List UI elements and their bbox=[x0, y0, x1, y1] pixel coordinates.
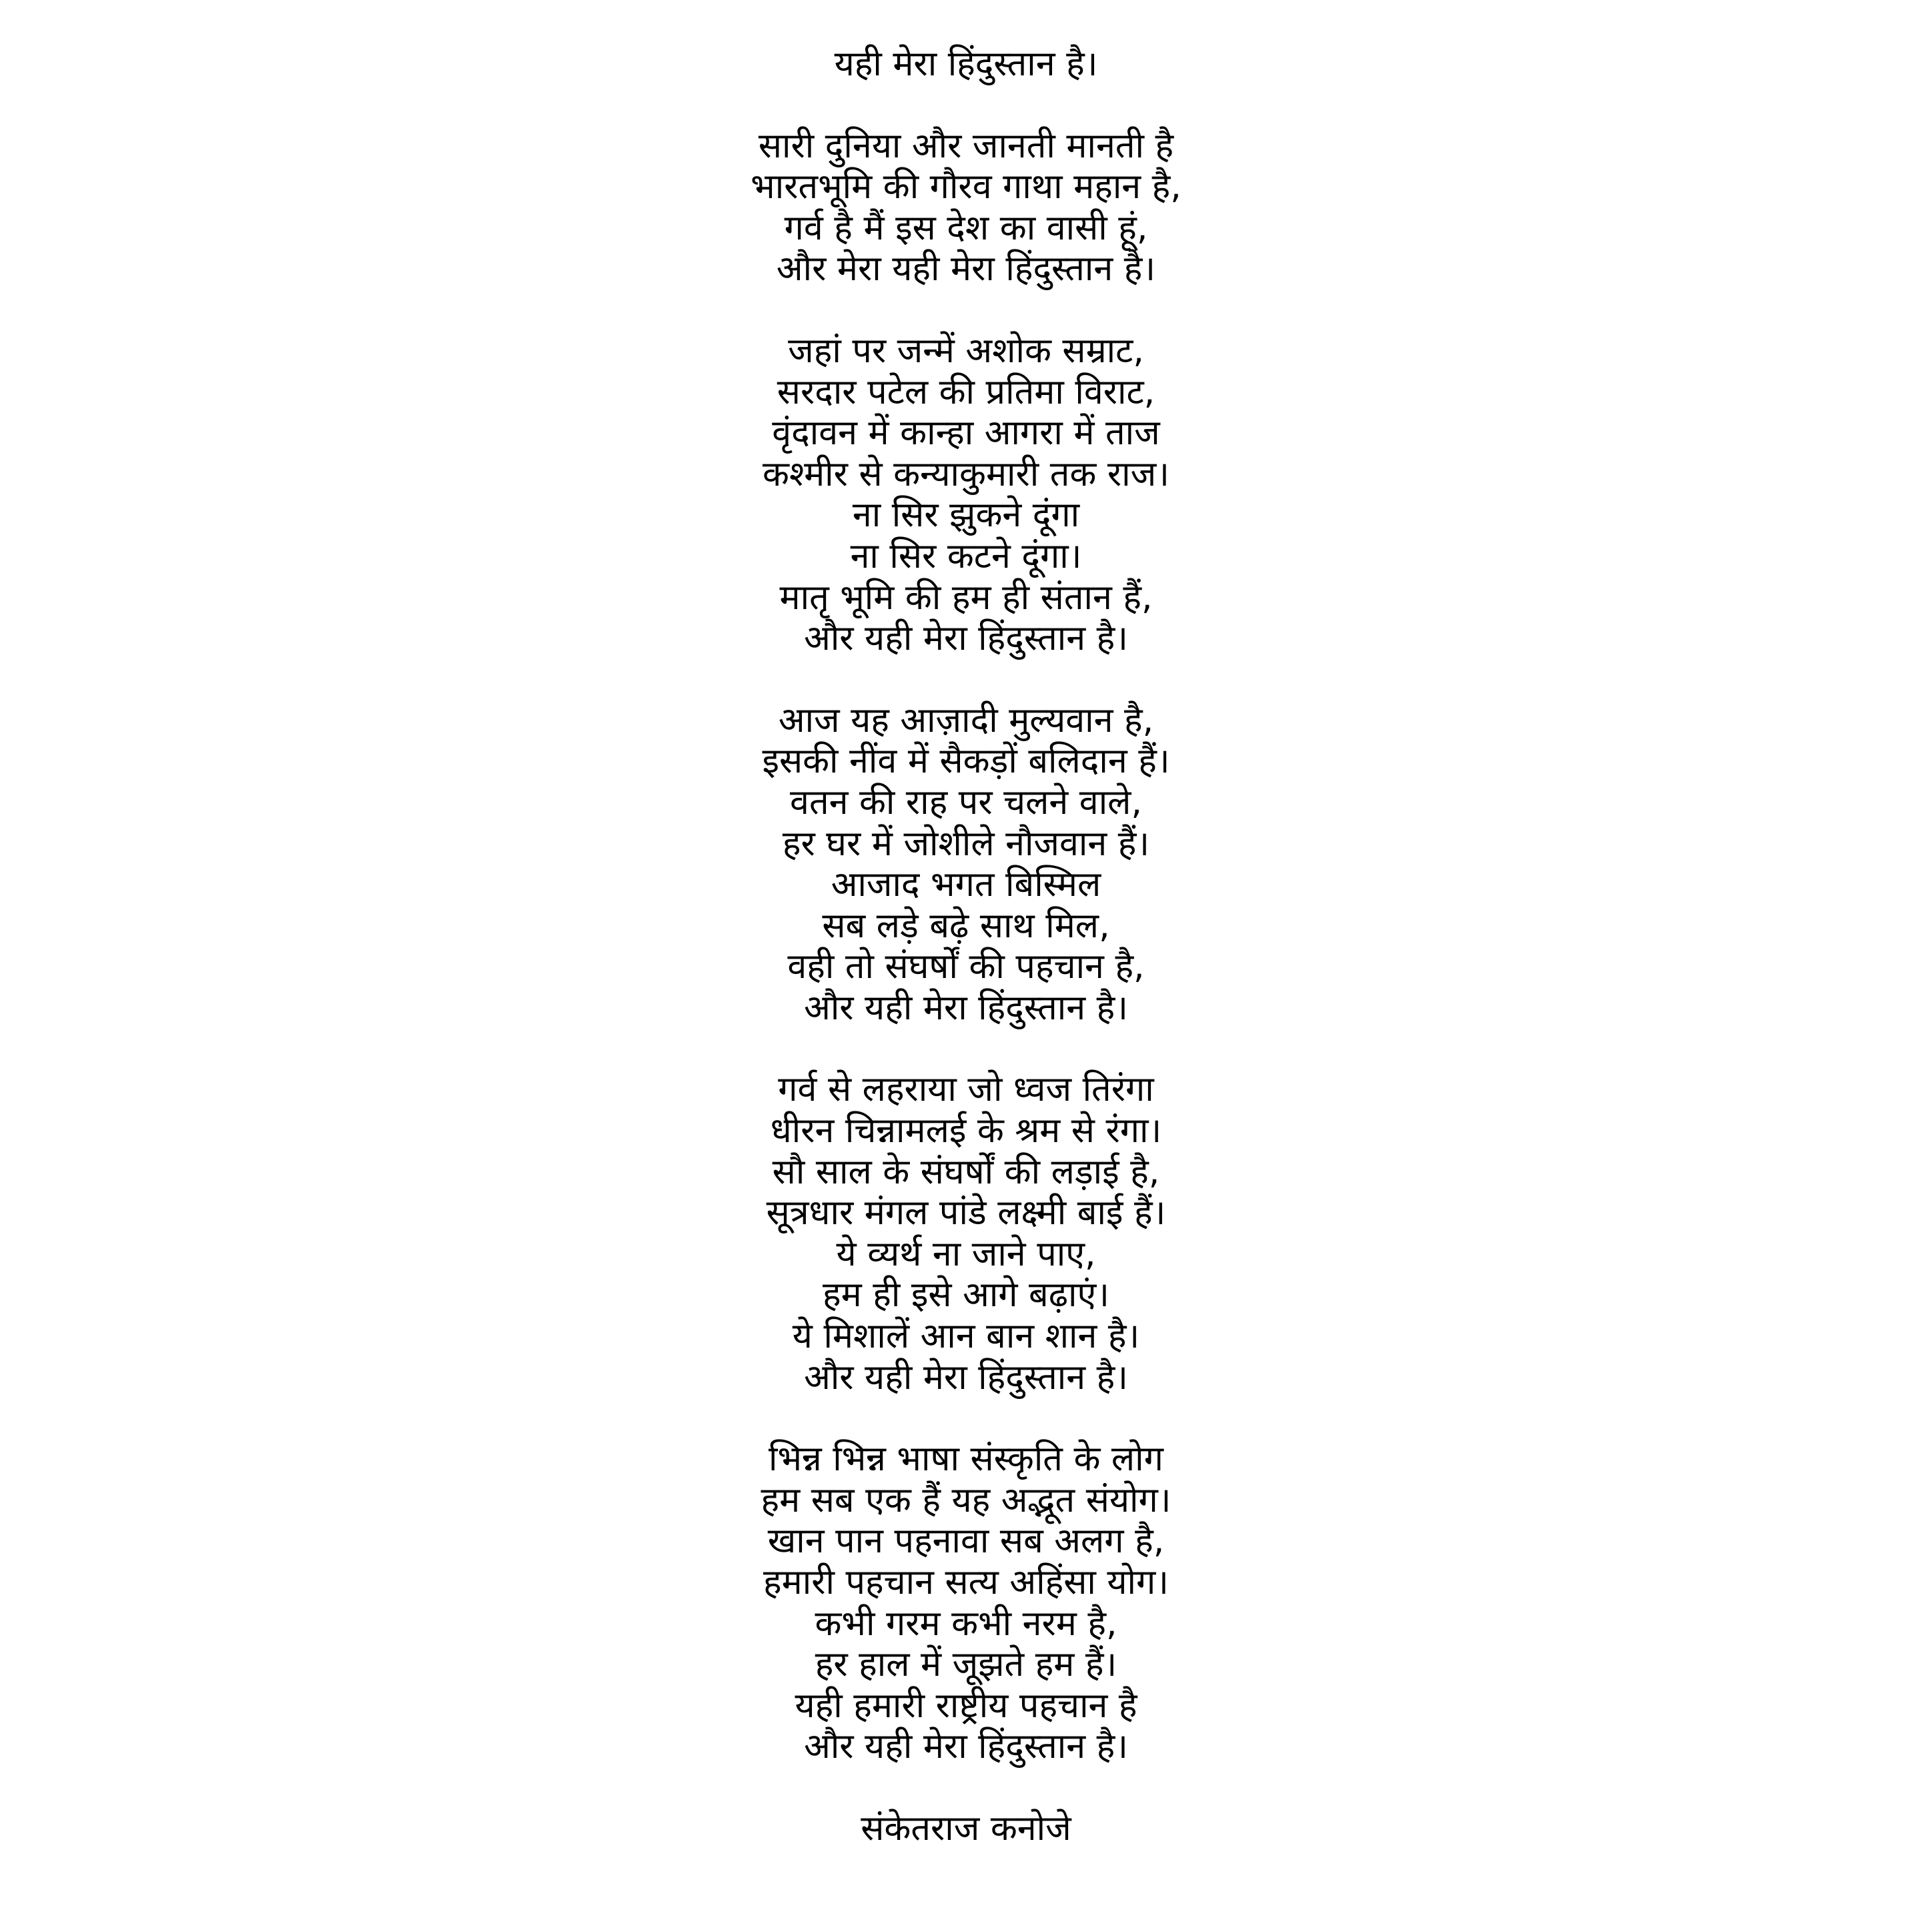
poem-line: ये व्यर्थ ना जाने पाए, bbox=[836, 1234, 1096, 1274]
poem-line: और यही मेरा हिंदुस्तान है। bbox=[804, 1727, 1128, 1767]
poem-line: आजाद भगत बिस्मिल bbox=[831, 865, 1101, 905]
poem-line: आज यह आज़ादी मुल्यवान है, bbox=[778, 700, 1154, 741]
stanza-3 bbox=[0, 700, 1932, 1029]
poem-line: और मेरा यही मेरा हिंदुस्तान है। bbox=[776, 249, 1156, 290]
poem-line: कश्मीर से कन्याकुमारी तक राज। bbox=[763, 454, 1169, 494]
poem-line: हम ही इसे आगे बढ़ाएं। bbox=[823, 1275, 1109, 1316]
poem-line: इसकी नींव में सैकड़ों बलिदान हैं। bbox=[762, 741, 1170, 782]
poem-title: यही मेरा हिंदुस्तान है। bbox=[834, 44, 1098, 84]
poem-line: भिन्न भिन्न भाषा संस्कृति के लोग bbox=[769, 1439, 1163, 1480]
poem-line: और यही मेरा हिंदुस्तान है। bbox=[804, 987, 1128, 1028]
poem-line: सौ साल के संघर्षों की लड़ाई है, bbox=[772, 1151, 1160, 1192]
stanza-4 bbox=[0, 1069, 1932, 1398]
stanza-5 bbox=[0, 1439, 1932, 1768]
poem-line: सरदार पटेल की प्रतिमा विराट, bbox=[777, 372, 1155, 412]
poem-line: कभी गरम कभी नरम है, bbox=[815, 1603, 1117, 1644]
poem-line: ना सिर झुकने दूंगा bbox=[852, 495, 1080, 536]
poem-line: वृंदावन में कान्हा आगरा में ताज bbox=[772, 413, 1160, 454]
poem-line: और यही मेरा हिंदुस्तान है। bbox=[804, 618, 1128, 659]
poem-line: हमारी पहचान सत्य अहिंसा योग। bbox=[763, 1562, 1169, 1602]
poem-line: गर्व से लहराया जो ध्वज तिरंगा bbox=[778, 1069, 1154, 1110]
poem-line: भारतभूमि की गौरव गाथा महान है, bbox=[751, 167, 1181, 207]
poem-line: सूत्रधार मंगल पांडे लक्ष्मी बाई हैं। bbox=[766, 1193, 1166, 1234]
poem bbox=[0, 44, 1932, 1850]
poem-line: हम सब एक हैं यह अद्भूत संयोग। bbox=[761, 1480, 1171, 1520]
poem-line: यही हमारी राष्ट्रीय पहचान है bbox=[795, 1685, 1137, 1726]
poem-line: सब लड़े बढ़े साथ मिल, bbox=[822, 905, 1110, 946]
poem-line: ना सिर कटने दूंगा। bbox=[850, 536, 1082, 576]
poem-line: हर घर में जोशीले नौजवान हैं। bbox=[782, 823, 1150, 864]
poem-line: गर्व है मैं इस देश का वासी हूं, bbox=[784, 207, 1148, 248]
stanza-1 bbox=[0, 126, 1932, 290]
poem-line: जहां पर जन्में अशोक सम्राट, bbox=[788, 330, 1144, 371]
poem-line: धीरन चिन्नामलई के श्रम से रंगा। bbox=[770, 1111, 1162, 1151]
poem-line: खान पान पहनावा सब अलग है, bbox=[767, 1521, 1165, 1562]
poem-line: वतन की राह पर चलने वाले, bbox=[790, 782, 1142, 823]
poem-line: और यही मेरा हिंदुस्तान है। bbox=[804, 1357, 1128, 1398]
stanza-2 bbox=[0, 331, 1932, 660]
poem-line: मातृ भूमि की हम ही संतान हैं, bbox=[779, 577, 1153, 618]
poem-line: सारी दुनिया और जानती मानती है bbox=[758, 125, 1174, 166]
author-name: संकेतराज कनोजे bbox=[861, 1808, 1071, 1849]
poem-line: वही तो संघर्षों की पहचान है, bbox=[787, 947, 1145, 987]
poem-line: हर हाल में जूझते हम हैं। bbox=[815, 1644, 1117, 1685]
poem-line: ये मिशालें आन बान शान है। bbox=[792, 1316, 1140, 1357]
